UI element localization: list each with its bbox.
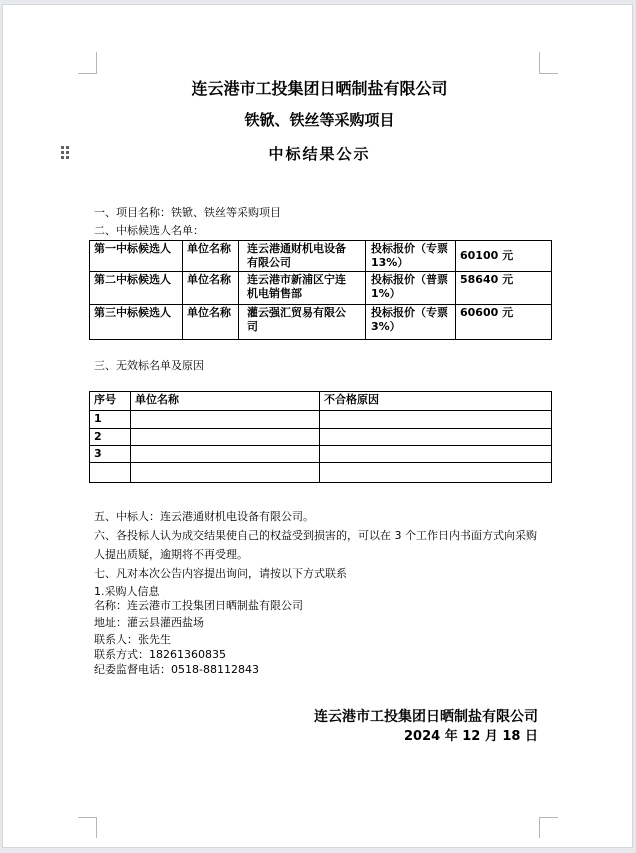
table-row (90, 429, 552, 446)
seq-cell: 1 (90, 411, 131, 429)
company-name-cell: 灌云强汇贸易有限公 司 (239, 305, 366, 340)
signature-date: 2024 年 12 月 18 日 (404, 729, 538, 744)
section-project-name: 一、项目名称：铁锨、铁丝等采购项目 (94, 206, 281, 219)
column-header-unit: 单位名称 (131, 392, 320, 411)
section-inquiry: 七、凡对本次公告内容提出询问，请按以下方式联系 (94, 567, 347, 580)
candidate-table (89, 240, 552, 340)
candidate-rank-cell: 第一中标候选人 (90, 241, 183, 272)
reason-cell (320, 411, 552, 429)
table-row (90, 241, 552, 272)
price-cell: 60100 元 (456, 241, 552, 272)
document-title-company: 连云港市工投集团日晒制盐有限公司 (191, 79, 448, 98)
signature-company: 连云港市工投集团日晒制盐有限公司 (314, 709, 538, 725)
section-invalid-bids-heading: 三、无效标名单及原因 (94, 359, 204, 372)
section-objection-line2: 人提出质疑，逾期将不再受理。 (94, 548, 248, 561)
reason-cell (320, 463, 552, 483)
seq-cell: 2 (90, 429, 131, 446)
document-title-announcement: 中标结果公示 (268, 145, 371, 163)
unit-label-cell: 单位名称 (183, 241, 239, 272)
contact-phone-line: 联系方式：18261360835 (94, 648, 226, 661)
column-header-seq: 序号 (90, 392, 131, 411)
margin-crop-mark-bottom-right (539, 817, 558, 838)
section-candidate-list-heading: 二、中标候选人名单： (94, 224, 204, 237)
unit-cell (131, 463, 320, 483)
supervision-phone-line: 纪委监督电话：0518-88112843 (94, 663, 259, 676)
table-row (90, 272, 552, 305)
company-name-cell: 连云港通财机电设备 有限公司 (239, 241, 366, 272)
unit-label-cell: 单位名称 (183, 272, 239, 305)
section-objection-line1: 六、各投标人认为成交结果使自己的权益受到损害的，可以在 3 个工作日内书面方式向采购 (94, 529, 537, 542)
unit-cell (131, 429, 320, 446)
table-row (90, 446, 552, 463)
purchaser-info-heading: 1.采购人信息 (94, 585, 160, 598)
margin-crop-mark-bottom-left (78, 817, 97, 838)
table-row (90, 463, 552, 483)
table-row (90, 305, 552, 340)
drag-handle-icon[interactable] (61, 146, 70, 160)
section-winner: 五、中标人：连云港通财机电设备有限公司。 (94, 510, 314, 523)
reason-cell (320, 446, 552, 463)
candidate-rank-cell: 第二中标候选人 (90, 272, 183, 305)
unit-cell (131, 446, 320, 463)
contact-person-line: 联系人：张先生 (94, 633, 171, 646)
company-name-cell: 连云港市新浦区宁连 机电销售部 (239, 272, 366, 305)
margin-crop-mark-top-right (539, 52, 558, 74)
table-header-row (90, 392, 552, 411)
margin-crop-mark-top-left (78, 52, 97, 74)
quote-label-cell: 投标报价（普票 1%） (366, 272, 456, 305)
price-cell: 60600 元 (456, 305, 552, 340)
unit-label-cell: 单位名称 (183, 305, 239, 340)
purchaser-address-line: 地址：灌云县灌西盐场 (94, 616, 204, 629)
price-cell: 58640 元 (456, 272, 552, 305)
quote-label-cell: 投标报价（专票 13%） (366, 241, 456, 272)
reason-cell (320, 429, 552, 446)
document-title-project: 铁锨、铁丝等采购项目 (244, 111, 395, 129)
table-row (90, 411, 552, 429)
candidate-rank-cell: 第三中标候选人 (90, 305, 183, 340)
seq-cell: 3 (90, 446, 131, 463)
quote-label-cell: 投标报价（专票 3%） (366, 305, 456, 340)
invalid-bid-table (89, 391, 552, 483)
unit-cell (131, 411, 320, 429)
column-header-reason: 不合格原因 (320, 392, 552, 411)
seq-cell (90, 463, 131, 483)
purchaser-name-line: 名称：连云港市工投集团日晒制盐有限公司 (94, 599, 303, 612)
